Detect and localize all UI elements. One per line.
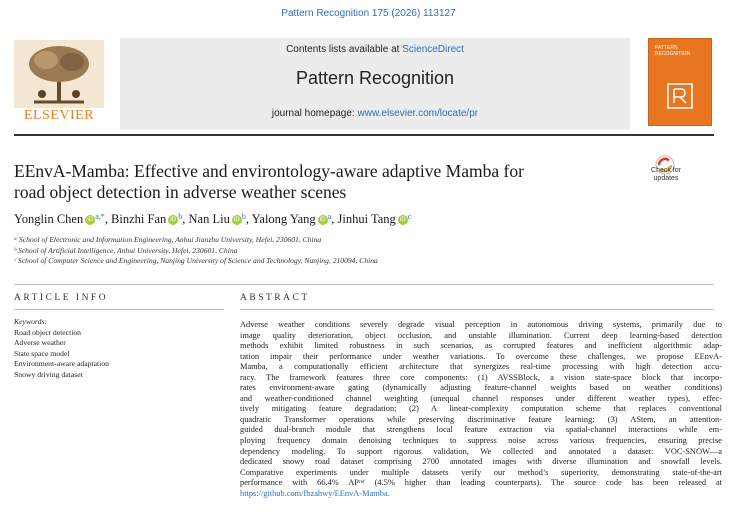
orcid-icon[interactable]: iD <box>168 215 178 225</box>
keyword-item: Snowy driving dataset <box>14 369 83 379</box>
journal-name: Pattern Recognition <box>295 68 455 88</box>
homepage-prefix: journal homepage: <box>271 108 358 119</box>
author-name[interactable]: Nan Liu <box>188 212 230 226</box>
author-affiliation-mark[interactable]: c <box>407 212 412 221</box>
affiliation-b: ᵇ School of Artificial Intelligence, Anhui University, Hefei, 230601, China <box>14 245 238 255</box>
contents-line <box>120 44 630 55</box>
abstract-line: dependency modeling. To support rigorous validation, We collected and annotated a dataset: VOC-SNOW—a <box>240 446 722 456</box>
sciencedirect-link[interactable]: ScienceDirect <box>402 44 464 55</box>
author-name[interactable]: Binzhi Fan <box>111 212 167 226</box>
journal-cover <box>648 38 712 126</box>
cover-emblem-icon <box>667 83 693 109</box>
article-info-heading: ARTICLE INFO <box>14 293 109 303</box>
homepage-line <box>120 108 630 119</box>
keyword-item: Road object detection <box>14 327 82 337</box>
abstract-line: tively mitigating feature degradation; (2) A linear-complexity computation scheme that replaces conventional <box>240 404 722 414</box>
author-separator: , <box>182 212 189 226</box>
abstract-line: Mamba, a computationally efficient architecture that synergizes real-time processing with high detection accu- <box>240 362 722 372</box>
abstract-heading: ABSTRACT <box>240 293 310 303</box>
abstract-line: ploying frequency domain denoising techniques to suppress noise across various frequencies, ensuring precise <box>240 436 722 446</box>
section-rule <box>14 284 714 285</box>
paper-title <box>14 161 634 203</box>
abstract-line: methods exhibit limited robustness in such scenarios, as corrupted features and inefficient algorithmic adap- <box>240 341 722 351</box>
abstract-line: performance with 66.4% APʳᵉᶠ (4.5% higher than leading counterparts). The source code has been released at <box>240 478 722 488</box>
abstract-line: guided dual-branch module that strengthens local feature extraction via spatial-channel interactions while em- <box>240 425 722 435</box>
abstract-rule <box>240 309 714 310</box>
author-affiliation-mark[interactable]: a <box>327 212 332 221</box>
header-rule <box>14 134 714 136</box>
homepage-link[interactable]: www.elsevier.com/locate/pr <box>357 108 479 119</box>
journal-reference[interactable]: Pattern Recognition 175 (2026) 113127 <box>281 8 456 19</box>
author-affiliation-mark[interactable]: a,* <box>95 212 105 221</box>
abstract-text <box>240 320 722 499</box>
check-label-line2: updates <box>653 175 679 182</box>
check-for-updates-label[interactable] <box>636 167 696 183</box>
author-affiliation-mark[interactable]: b <box>178 212 183 221</box>
keyword-item: Environment-aware adaptation <box>14 359 109 369</box>
author-affiliation-mark[interactable]: b <box>241 212 246 221</box>
cover-title: PATTERN RECOGNITION <box>655 45 691 57</box>
abstract-line: quadratic Transformer operations while preserving discriminative feature learning; (3) AStem, an attention- <box>240 414 722 424</box>
publisher-name: ELSEVIER <box>23 108 95 123</box>
author-name[interactable]: Yonglin Chen <box>14 212 84 226</box>
author-name[interactable]: Jinhui Tang <box>337 212 396 226</box>
abstract-line: rates environment-aware gating (dynamically adjusting feature-channel weights based on weather conditions) <box>240 383 722 393</box>
orcid-icon[interactable]: iD <box>232 215 242 225</box>
journal-header-band <box>120 38 630 130</box>
affiliation-a: ᵃ School of Electronic and Information Engineering, Anhui Jianzhu University, Hefei, 230601, China <box>14 235 322 244</box>
abstract-line: image quality deterioration, object occlusion, and unstable illumination. Current deep learning-based detection <box>240 330 722 340</box>
orcid-icon[interactable]: iD <box>318 215 328 225</box>
abstract-line: dedicated snowy road dataset comprising 2700 annotated images with diverse illumination and snowfall levels. <box>240 457 722 467</box>
abstract-line: and weather-conditioned channel weighting (unequal channel responses under different weather types), effec- <box>240 393 722 403</box>
author-list <box>14 212 634 227</box>
affiliations <box>14 235 634 267</box>
author-name[interactable]: Yalong Yang <box>251 212 316 226</box>
author-separator: , <box>245 212 252 226</box>
keyword-item: State space model <box>14 348 70 358</box>
keywords-label: Keywords: <box>14 317 48 326</box>
author-separator: , <box>331 212 338 226</box>
abstract-line: Comparative experiments under multiple datasets verify our method’s superiority, demonstrating state-of-the-art <box>240 467 722 477</box>
title-line-2: road object detection in adverse weather scenes <box>14 182 347 202</box>
title-line-1: EEnvA-Mamba: Effective and environtology-aware adaptive Mamba for <box>14 161 524 181</box>
keyword-item: Adverse weather <box>14 338 66 348</box>
contents-prefix: Contents lists available at <box>286 44 403 55</box>
author-separator: , <box>104 212 112 226</box>
abstract-line: racy. The framework features three core components: (1) AVSSBlock, a vision state-space block that incorpo- <box>240 372 722 382</box>
orcid-icon[interactable]: iD <box>398 215 408 225</box>
check-label-line1: Check for <box>651 167 681 174</box>
affiliation-c: ᶜ School of Computer Science and Engineering, Nanjing University of Science and Technology, Nanjing, 210094, China <box>14 256 378 265</box>
orcid-icon[interactable]: iD <box>85 215 95 225</box>
source-code-link[interactable]: https://github.com/fbzahwy/EEnvA-Mamba. <box>240 488 390 498</box>
abstract-line: Adverse weather conditions severely degrade visual perception in autonomous driving systems, primarily due to <box>240 320 722 329</box>
abstract-line: tation impair their performance under weather variations. To overcome these challenges, we propose EEnvA- <box>240 351 722 361</box>
article-info-rule <box>14 309 224 310</box>
keywords-block <box>14 317 224 381</box>
